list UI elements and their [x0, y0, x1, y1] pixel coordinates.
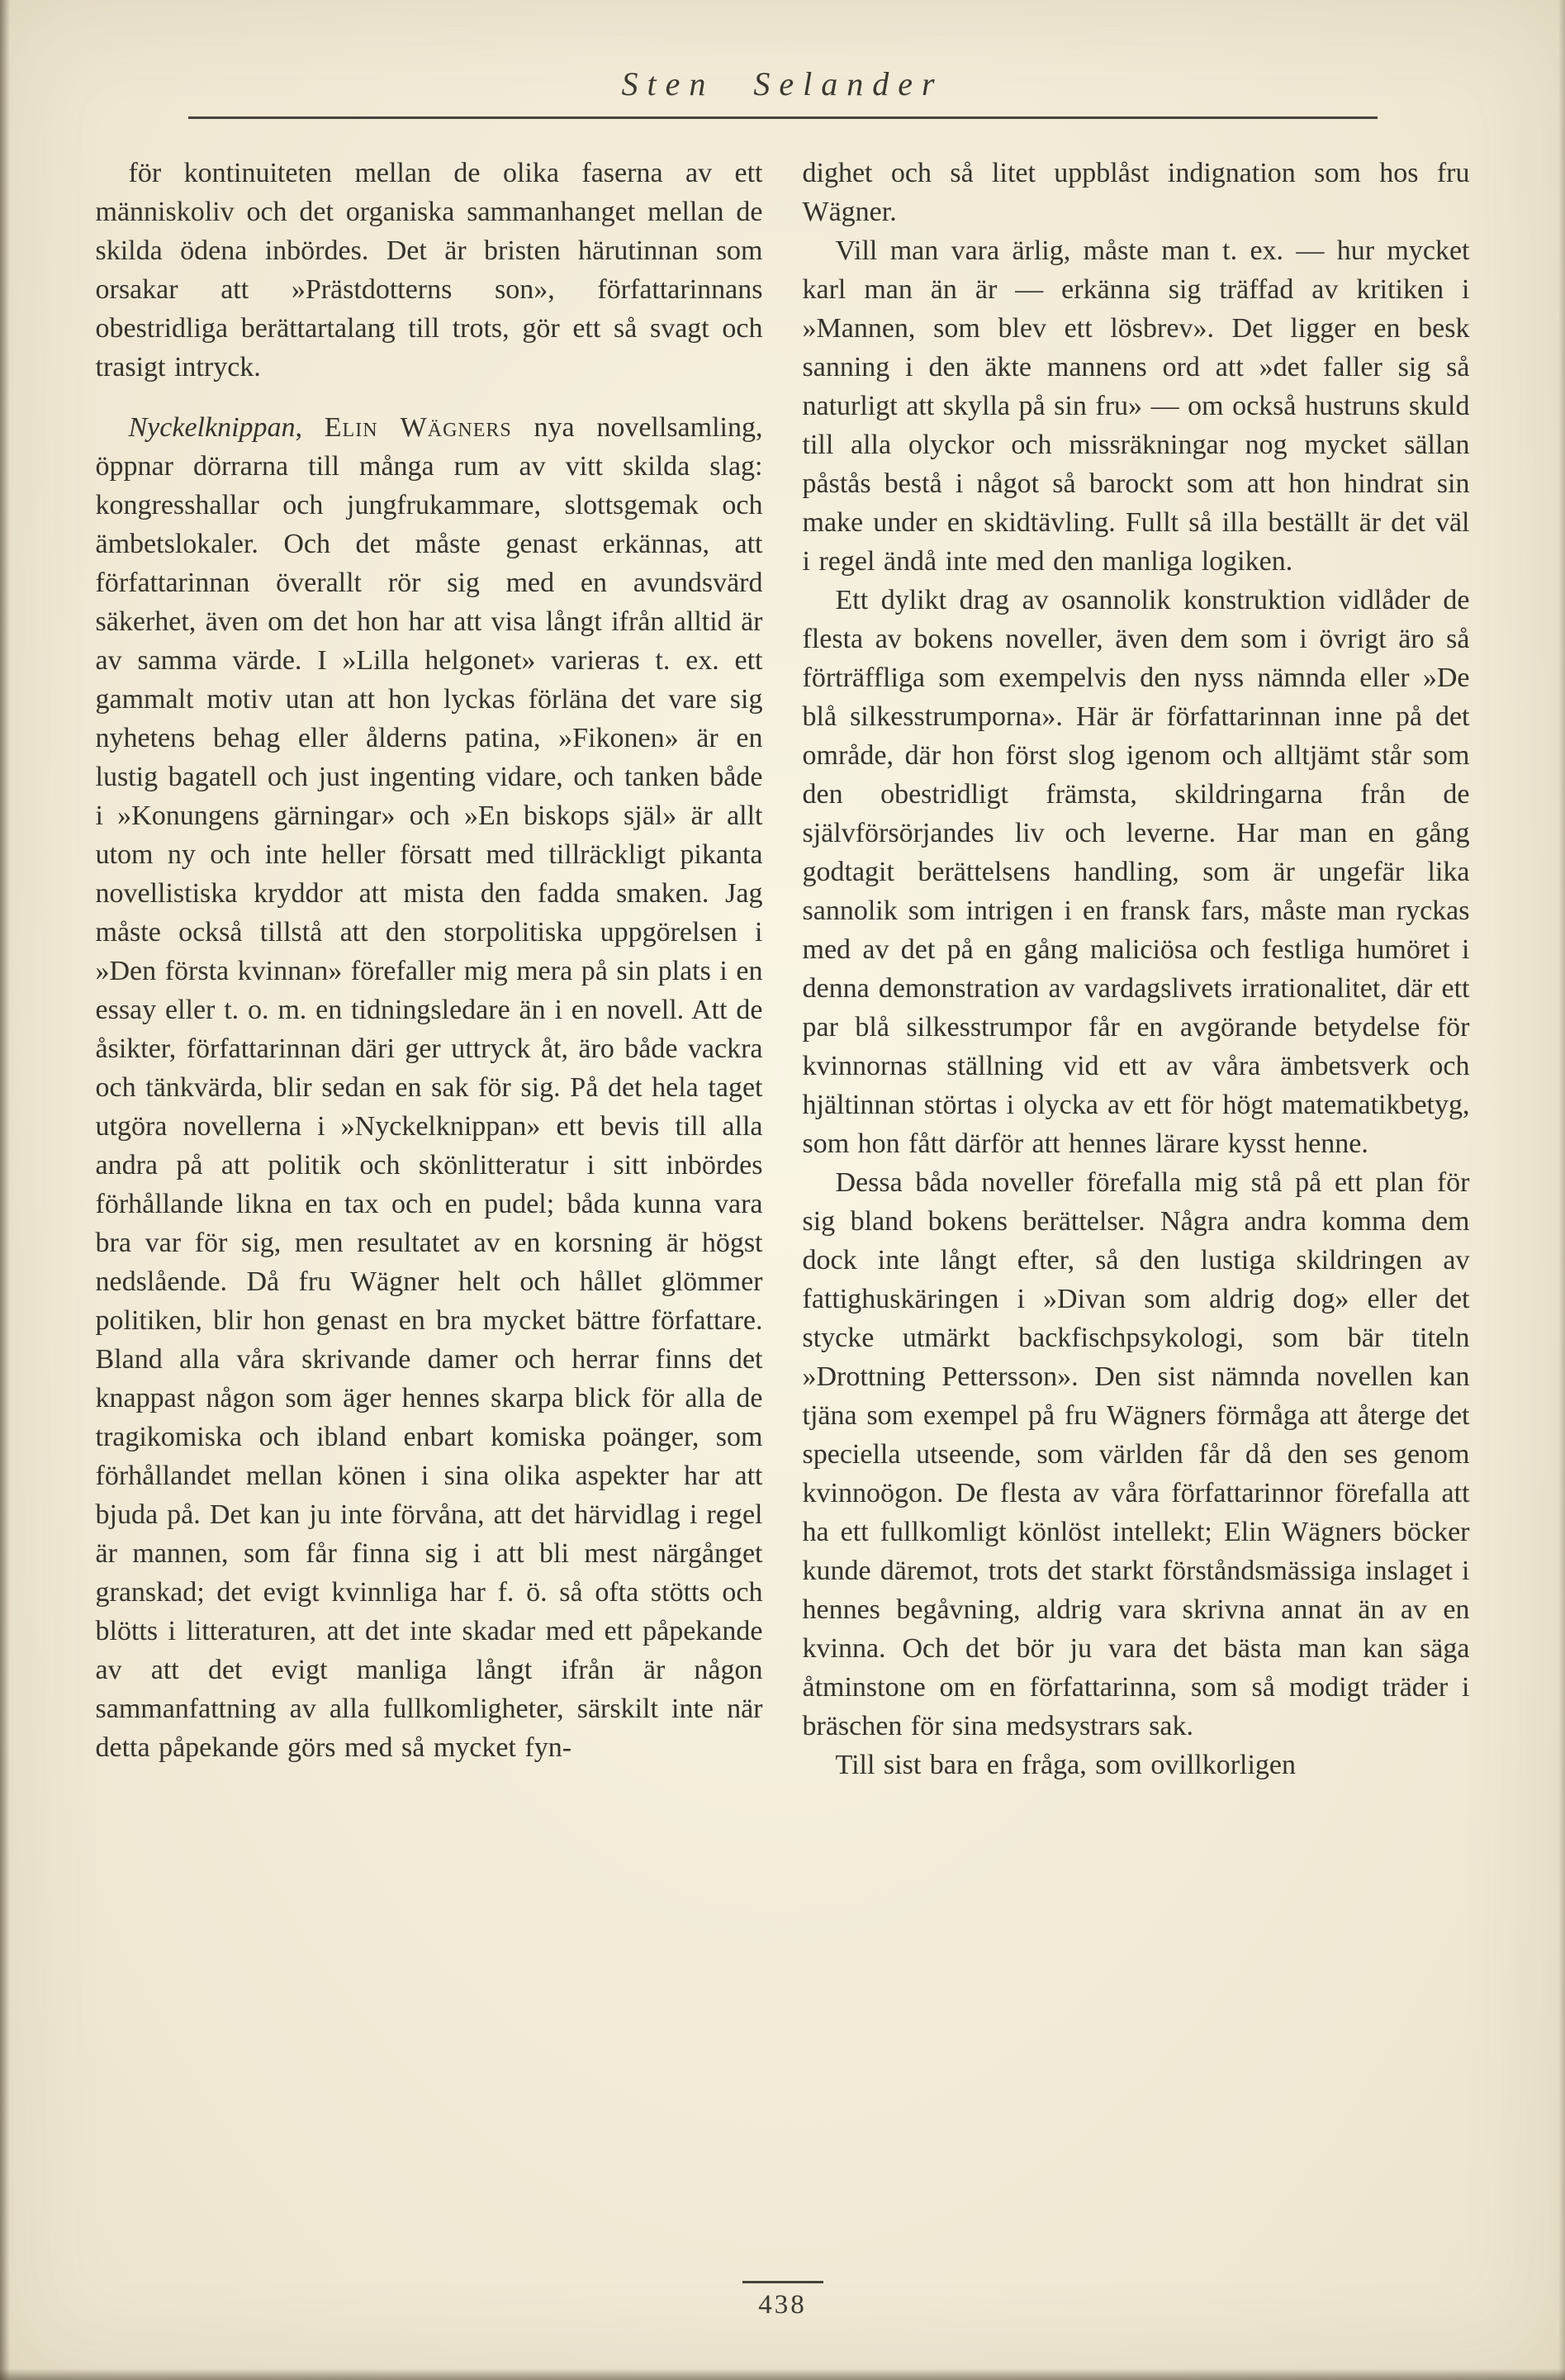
running-header	[0, 0, 1565, 119]
text-columns	[96, 154, 1470, 1784]
column-right	[803, 154, 1470, 1784]
scan-edge-bottom	[0, 2368, 1565, 2380]
body-text: för kontinuiteten mellan de olika faserna av ett människoliv och det organiska sammanhanget mellan de skilda ödena inbördes. Det är bristen härutinnan som orsakar att »Prästdotterns son», författarinnans obestridliga berättartalang till trots, gör ett så svagt och trasigt intryck.	[95, 158, 763, 382]
paragraph	[803, 1163, 1470, 1746]
body-text: dighet och så litet uppblåst indignation som hos fru Wägner.	[802, 158, 1470, 227]
scan-edge-right	[1558, 0, 1565, 2380]
body-text: nya novellsamling, öppnar dörrarna till många rum av vitt skilda slag: kongresshallar och jungfrukammare, slottsgemak och ämbetslokaler. Och det måste genast erkännas, att författarinnan överallt rör sig med en avundsvärd säkerhet, även om det hon har att visa långt ifrån alltid är av samma värde. I »Lilla helgonet» varieras t. ex. ett gammalt motiv utan att hon lyckas förläna det vare sig nyhetens behag eller ålderns patina, »Fikonen» är en lustig bagatell och just ingenting vidare, och tanken både i »Konungens gärningar» och »En biskops själ» är allt utom ny och inte heller försatt med tillräckligt pikanta novellistiska kryddor att mista den fadda smaken. Jag måste också tillstå att den storpolitiska uppgörelsen i »Den första kvinnan» förefaller mig mera på sin plats i en essay eller t. o. m. en tidningsledare än i en novell. Att de åsikter, författarinnan däri ger uttryck åt, äro både vackra och tänkvärda, blir sedan en sak för sig. På det hela taget utgöra novellerna i »Nyckelknippan» ett bevis till alla andra på att politik och skönlitteratur i sitt inbördes förhållande likna en tax och en pudel; båda kunna vara bra var för sig, men resultatet av en korsning är högst nedslående. Då fru Wägner helt och hållet glömmer politiken, blir hon genast en bra mycket bättre författare. Bland alla våra skrivande damer och herrar finns det knappast någon som äger hennes skarpa blick för alla de tragikomiska och ibland enbart komiska poänger, som förhållandet mellan könen i sina olika aspekter har att bjuda på. Det kan ju inte förvåna, att det härvidlag i regel är mannen, som får finna sig i att bli mest närgånget granskad; det evigt kvinnliga har f. ö. så ofta stötts och blötts i litteraturen, att det inte skadar med ett påpekande av att det evigt manliga långt ifrån är någon sammanfattning av alla fullkomligheter, särskilt inte när detta påpekande görs med så mycket fyn-	[95, 412, 763, 1763]
paragraph	[803, 231, 1470, 581]
page-number: 438	[758, 2290, 807, 2320]
paragraph	[803, 581, 1470, 1163]
scan-edge-left	[0, 0, 10, 2380]
body-text: Vill man vara ärlig, måste man t. ex. — hur mycket karl man än är — erkänna sig träffad av kritiken i »Mannen, som blev ett lösbrev». Det ligger en besk sanning i den äkte mannens ord att »det faller sig så naturligt att skylla på sin fru» — om också hustruns skuld till alla olyckor och missräkningar nog mycket sällan påstås bestå i något så barockt som att hon hindrat sin make under en skidtävling. Fullt så illa beställt är det väl i regel ändå inte med den manliga logiken.	[802, 235, 1470, 577]
body-text: Ett dylikt drag av osannolik konstruktion vidlåder de flesta av bokens noveller, även dem som i övrigt äro så förträffliga som exempelvis den nyss nämnda eller »De blå silkesstrumporna». Här är författarinnan inne på det område, där hon först slog igenom och alltjämt står som den obestridligt främsta, skildringarna från de självförsörjandes liv och leverne. Har man en gång godtagit berättelsens handling, som är ungefär lika sannolik som intrigen i en fransk fars, måste man ryckas med av det på en gång maliciösa och festliga humöret i denna demonstration av vardagslivets irrationalitet, där ett par blå silkesstrumpor får en avgörande betydelse för kvinnornas ställning vid ett av våra ämbetsverk och hjältinnan störtas i olycka av ett för högt matematikbetyg, som hon fått därför att hennes lärare kysst henne.	[802, 585, 1470, 1159]
smallcaps-author-text: Elin Wägners	[324, 412, 512, 443]
header-rule	[188, 116, 1378, 119]
paragraph	[803, 1746, 1470, 1784]
page-footer	[0, 2281, 1565, 2321]
page-header-title: Sten Selander	[621, 65, 944, 102]
column-left	[96, 154, 763, 1784]
paragraph	[96, 154, 763, 387]
body-text: Dessa båda noveller förefalla mig stå på ett plan för sig bland bokens berättelser. Några andra komma dem dock inte långt efter, så den lustiga skildringen av fattighuskäringen i »Divan som aldrig dog» eller det stycke utmärkt backfischpsykologi, som bär titeln »Drottning Pettersson». Den sist nämnda novellen kan tjäna som exempel på fru Wägners förmåga att återge det speciella utseende, som världen får då den ses genom kvinnoögon. De flesta av våra författarinnor förefalla att ha ett fullkomligt könlöst intellekt; Elin Wägners böcker kunde däremot, trots det starkt förståndsmässiga inslaget i hennes begåvning, aldrig vara skrivna annat än av en kvinna. Och det bör ju vara det bästa man kan säga åtminstone om en författarinna, som så modigt träder i bräschen för sina medsystrars sak.	[802, 1167, 1470, 1741]
paragraph	[803, 154, 1470, 231]
body-text: ,	[295, 412, 325, 443]
page-number-rule	[742, 2281, 823, 2283]
italic-title-text: Nyckelknippan	[128, 412, 296, 443]
paragraph	[96, 408, 763, 1767]
body-text: Till sist bara en fråga, som ovillkorligen	[835, 1750, 1297, 1780]
